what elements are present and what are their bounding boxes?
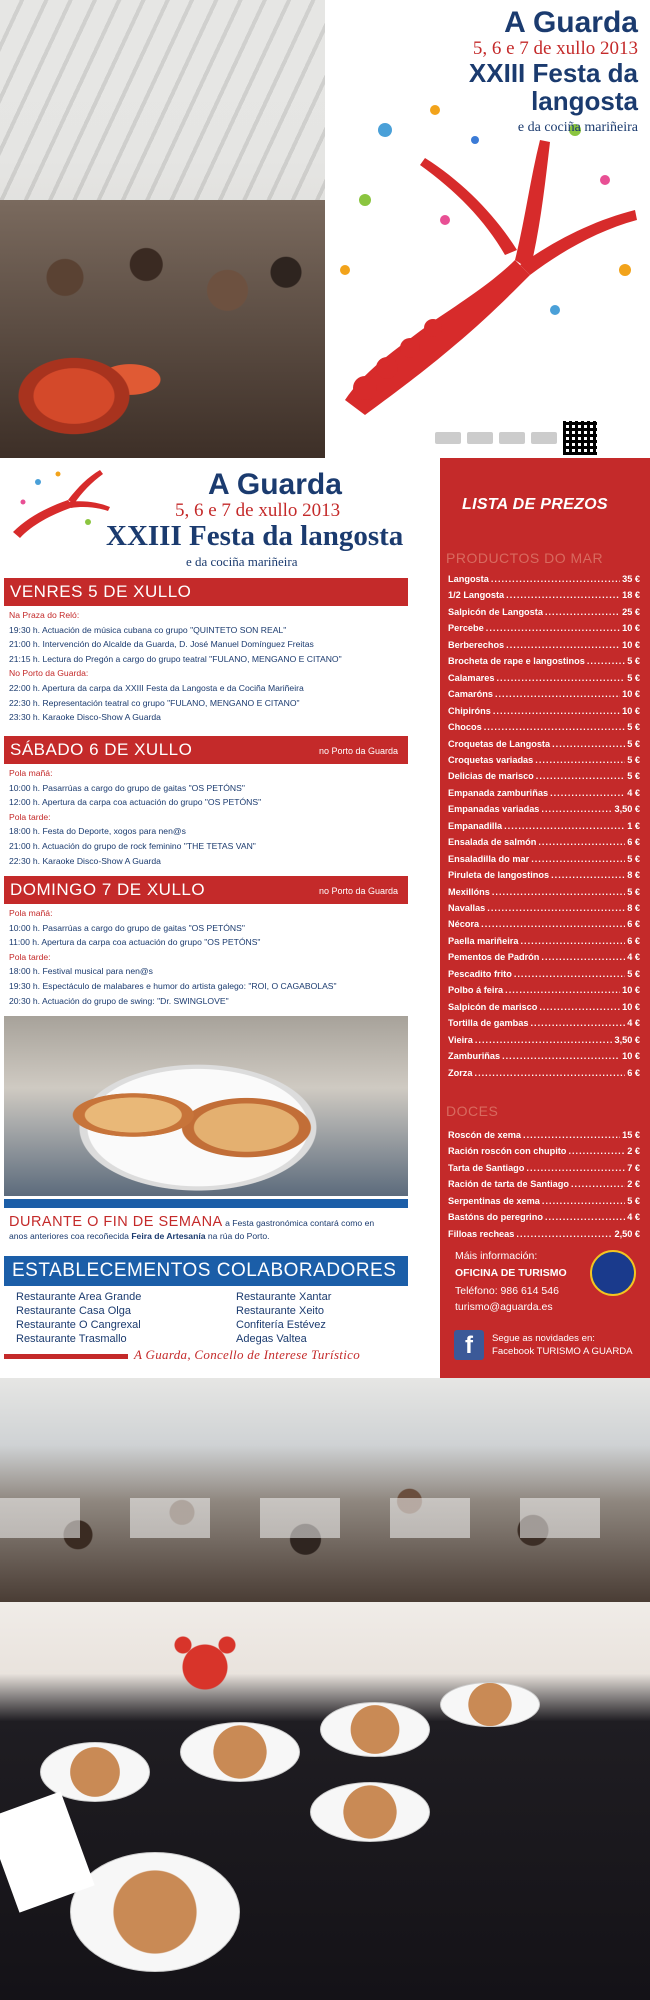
sponsor-name: Restaurante Casa Olga (16, 1305, 131, 1317)
dot-leader (571, 1179, 625, 1189)
programme-line: 22:30 h. Representación teatral co grupo "FULANO, MENGANO E CITANO" (9, 697, 300, 708)
dot-leader (493, 706, 620, 716)
price-item-name: Empanada zamburiñas (448, 787, 549, 798)
weekend-text: na rúa do Porto. (207, 1231, 270, 1241)
price-item-name: Zorza (448, 1067, 473, 1078)
day-band-friday (4, 578, 408, 606)
price-row (448, 919, 640, 929)
dot-leader (523, 1130, 620, 1140)
programme-line: 11:00 h. Apertura da carpa coa actuación do grupo "OS PETÓNS" (9, 937, 261, 948)
price-item-name: Croquetas variadas (448, 754, 534, 765)
price-item-value: 4 € (627, 787, 640, 798)
price-row (448, 574, 640, 584)
price-item-name: Pementos de Padrón (448, 952, 540, 963)
weekend-text: anos anteriores coa recoñecida (9, 1231, 129, 1241)
price-item-name: Langosta (448, 574, 489, 584)
price-item-name: Nécora (448, 919, 480, 930)
price-item-name: Mexillóns (448, 886, 490, 897)
price-row (448, 1068, 640, 1078)
price-row (448, 689, 640, 699)
price-item-value: 10 € (622, 623, 640, 634)
day-programme-sunday (9, 906, 419, 1008)
dot-leader (538, 837, 625, 847)
price-item-name: Empanadas variadas (448, 804, 540, 815)
programme-line: 18:00 h. Festa do Deporte, xogos para nen@s (9, 826, 186, 837)
price-item-value: 35 € (622, 574, 640, 584)
lobster-logo-icon (8, 462, 113, 542)
dot-leader (541, 952, 625, 962)
dot-leader (484, 722, 626, 732)
price-row (448, 854, 640, 864)
sponsor-logo (435, 432, 461, 444)
price-item-name: Navallas (448, 903, 486, 913)
dot-leader (551, 870, 625, 880)
price-item-value: 15 € (622, 1130, 640, 1140)
price-row (448, 837, 640, 847)
price-item-value: 5 € (627, 1195, 640, 1206)
weekend-title: DURANTE O FIN DE SEMANA (9, 1214, 223, 1230)
price-item-name: Serpentinas de xema (448, 1195, 540, 1206)
dot-leader (587, 656, 625, 666)
dining-tent-photo (0, 1378, 650, 1602)
tent-crowd-photo (0, 0, 325, 458)
facebook-icon: f (454, 1330, 484, 1360)
price-row (448, 1229, 640, 1239)
programme-line: Pola mañá: (9, 768, 53, 778)
dot-leader (492, 887, 625, 897)
price-item-name: Brocheta de rape e langostinos (448, 656, 585, 667)
price-item-value: 18 € (622, 590, 640, 601)
dot-leader (568, 1146, 625, 1156)
dot-leader (495, 689, 620, 699)
sponsor-name: Restaurante O Cangrexal (16, 1319, 141, 1331)
price-item-value: 5 € (627, 968, 640, 979)
price-item-name: Chocos (448, 722, 482, 733)
info-label: Máis información: (455, 1250, 538, 1262)
facebook-line: Segue as novidades en: (492, 1333, 595, 1344)
price-row (448, 1051, 640, 1061)
price-item-value: 2,50 € (614, 1228, 640, 1239)
day-title: DOMINGO 7 DE XULLO (10, 880, 206, 899)
header-subtitle: e da cociña mariñeira (186, 554, 298, 569)
dot-leader (506, 640, 620, 650)
price-item-value: 10 € (622, 1001, 640, 1012)
price-row (448, 640, 640, 650)
price-row (448, 755, 640, 765)
programme-line: 19:30 h. Actuación de música cubana co grupo "QUINTETO SON REAL" (9, 624, 287, 635)
programme-column (0, 458, 435, 1378)
dot-leader (545, 607, 620, 617)
sponsor-name: Restaurante Area Grande (16, 1291, 142, 1303)
price-item-name: Ensaladilla do mar (448, 853, 530, 864)
divider (4, 1354, 128, 1359)
dot-leader (491, 574, 620, 584)
poster-langosta: langosta (531, 86, 638, 116)
price-section-sea: PRODUCTOS DO MAR (446, 550, 604, 566)
price-section-sweets: DOCES (446, 1103, 499, 1119)
price-item-name: Polbo á feira (448, 985, 504, 996)
dot-leader (506, 590, 620, 600)
price-row (448, 804, 640, 814)
dot-leader (536, 771, 625, 781)
price-item-name: 1/2 Langosta (448, 590, 505, 601)
price-item-name: Salpicón de marisco (448, 1001, 538, 1012)
price-item-value: 4 € (627, 1018, 640, 1029)
price-item-value: 4 € (627, 1212, 640, 1223)
dot-leader (531, 854, 625, 864)
price-row (448, 1179, 640, 1189)
programme-line: 10:00 h. Pasarrúas a cargo do grupo de gaitas "OS PETÓNS" (9, 782, 245, 793)
programme-line: 22:30 h. Karaoke Disco-Show A Guarda (9, 855, 161, 866)
price-item-name: Percebe (448, 623, 484, 634)
dot-leader (545, 1212, 625, 1222)
dot-leader (502, 1051, 620, 1061)
price-item-value: 6 € (627, 837, 640, 848)
dot-leader (504, 821, 625, 831)
day-place: no Porto da Guarda (318, 746, 398, 756)
programme-line: 18:00 h. Festival musical para nen@s (9, 966, 153, 977)
price-item-value: 10 € (622, 985, 640, 996)
price-row (448, 821, 640, 831)
price-row (448, 1196, 640, 1206)
divider (4, 1199, 408, 1208)
price-row (448, 1163, 640, 1173)
price-item-value: 5 € (627, 738, 640, 749)
price-item-value: 5 € (627, 853, 640, 864)
price-row (448, 1002, 640, 1012)
programme-line: 10:00 h. Pasarrúas a cargo do grupo de gaitas "OS PETÓNS" (9, 922, 245, 933)
price-item-value: 3,50 € (614, 1034, 640, 1045)
eu-stars-logo-icon (590, 1250, 636, 1296)
dot-leader (552, 739, 625, 749)
dot-leader (505, 985, 620, 995)
programme-poster (0, 458, 650, 1378)
weekend-fair: Feira de Artesanía (131, 1231, 206, 1241)
poster-edition: XXIII Festa da (468, 58, 638, 88)
price-item-name: Pescadito frito (448, 968, 512, 979)
price-item-name: Delicias de marisco (448, 771, 534, 782)
price-row (448, 1018, 640, 1028)
sponsor-name: Restaurante Trasmallo (16, 1333, 127, 1345)
price-row (448, 607, 640, 617)
dot-leader (475, 1068, 626, 1078)
price-item-value: 5 € (627, 771, 640, 782)
sponsor-logo (499, 432, 525, 444)
price-item-value: 7 € (627, 1162, 640, 1173)
programme-line: 19:30 h. Espectáculo de malabares e humor do artista galego: "ROI, O CAGABOLAS" (9, 980, 337, 991)
dot-leader (531, 1018, 626, 1028)
price-row (448, 739, 640, 749)
price-row (448, 969, 640, 979)
price-row (448, 887, 640, 897)
sponsor-name: Adegas Valtea (236, 1333, 307, 1345)
town-tagline: A Guarda, Concello de Interese Turístico (134, 1347, 360, 1362)
dot-leader (535, 755, 625, 765)
day-programme-saturday (9, 766, 419, 868)
weekend-note (9, 1216, 419, 1243)
programme-line: 21:00 h. Intervención do Alcalde da Guarda, D. José Manuel Domínguez Freitas (9, 639, 314, 650)
dot-leader (481, 919, 625, 929)
price-item-name: Ración roscón con chupito (448, 1146, 567, 1157)
price-item-name: Paella mariñeira (448, 935, 519, 946)
price-item-value: 5 € (627, 722, 640, 733)
dot-leader (514, 969, 625, 979)
price-item-value: 6 € (627, 935, 640, 946)
price-item-value: 8 € (627, 870, 640, 881)
dot-leader (486, 623, 620, 633)
programme-line: 22:00 h. Apertura da carpa da XXIII Festa da Langosta e da Cociña Mariñeira (9, 682, 304, 693)
day-programme-friday (9, 608, 419, 725)
price-item-value: 25 € (622, 606, 640, 617)
price-item-value: 5 € (627, 754, 640, 765)
sponsors-title: ESTABLECEMENTOS COLABORADORES (4, 1256, 408, 1286)
price-row (448, 673, 640, 683)
price-item-value: 4 € (627, 952, 640, 963)
dot-leader (487, 903, 625, 913)
price-item-name: Chipiróns (448, 705, 491, 716)
price-item-value: 5 € (627, 672, 640, 683)
sponsors-col-1 (16, 1290, 141, 1346)
programme-line: 12:00 h. Apertura da carpa coa actuación do grupo "OS PETÓNS" (9, 797, 262, 808)
price-item-name: Berberechos (448, 639, 505, 650)
price-item-name: Piruleta de langostinos (448, 870, 550, 881)
price-item-value: 10 € (622, 705, 640, 716)
price-item-value: 10 € (622, 639, 640, 650)
day-band-sunday (4, 876, 408, 904)
price-item-value: 5 € (627, 886, 640, 897)
price-item-value: 5 € (627, 656, 640, 667)
price-item-name: Ensalada de salmón (448, 837, 537, 848)
price-row (448, 985, 640, 995)
price-row (448, 1035, 640, 1045)
dot-leader (550, 788, 625, 798)
sponsor-name: Restaurante Xeito (236, 1305, 325, 1317)
price-item-value: 2 € (627, 1146, 640, 1157)
price-row (448, 1130, 640, 1140)
price-row (448, 1146, 640, 1156)
sponsor-logo (531, 432, 557, 444)
price-row (448, 706, 640, 716)
sponsor-name: Confitería Estévez (236, 1319, 326, 1331)
header-town: A Guarda (208, 468, 342, 501)
price-item-value: 8 € (627, 903, 640, 913)
price-item-value: 6 € (627, 1067, 640, 1078)
dot-leader (496, 673, 625, 683)
price-row (448, 936, 640, 946)
price-item-name: Roscón de xema (448, 1130, 522, 1140)
price-item-name: Vieira (448, 1034, 473, 1045)
header-dates: 5, 6 e 7 de xullo 2013 (175, 500, 341, 521)
price-row (448, 870, 640, 880)
programme-line: 23:30 h. Karaoke Disco-Show A Guarda (9, 712, 161, 723)
day-title: SÁBADO 6 DE XULLO (10, 740, 193, 759)
info-email: turismo@aguarda.es (455, 1301, 553, 1313)
price-item-name: Filloas recheas (448, 1228, 515, 1239)
facebook-note (492, 1332, 633, 1358)
sponsor-name: Restaurante Xantar (236, 1291, 332, 1303)
header-title: XXIII Festa da langosta (106, 520, 404, 552)
info-phone: Teléfono: 986 614 546 (455, 1285, 559, 1297)
price-item-value: 2 € (627, 1179, 640, 1190)
price-row (448, 903, 640, 913)
qr-code-icon (563, 421, 597, 455)
dot-leader (542, 1196, 625, 1206)
dot-leader (516, 1229, 612, 1239)
poster-town: A Guarda (504, 6, 638, 39)
price-item-name: Croquetas de Langosta (448, 738, 551, 749)
festival-poster (325, 0, 650, 458)
price-list-title: LISTA DE PREZOS (462, 496, 608, 513)
buffet-table-photo (0, 1602, 650, 2000)
dot-leader (475, 1035, 613, 1045)
price-item-value: 10 € (622, 1051, 640, 1062)
price-item-value: 1 € (627, 820, 640, 831)
price-item-name: Tarta de Santiago (448, 1162, 525, 1173)
day-place: no Porto da Guarda (318, 886, 398, 896)
poster-footer (435, 420, 645, 456)
poster-dates: 5, 6 e 7 de xullo 2013 (472, 38, 638, 59)
sponsors-col-2 (236, 1290, 331, 1346)
poster-cocina: e da cociña mariñeira (517, 120, 638, 135)
info-office: OFICINA DE TURISMO (455, 1267, 567, 1279)
price-item-name: Zamburiñas (448, 1051, 501, 1062)
price-item-name: Ración de tarta de Santiago (448, 1179, 569, 1190)
dot-leader (541, 804, 612, 814)
programme-line: No Porto da Guarda: (9, 668, 89, 679)
programme-line: Pola tarde: (9, 811, 51, 822)
day-band-saturday (4, 736, 408, 764)
price-row (448, 590, 640, 600)
price-item-name: Camaróns (448, 689, 493, 700)
price-item-name: Bastóns do peregrino (448, 1212, 543, 1223)
price-row (448, 1212, 640, 1222)
price-row (448, 788, 640, 798)
price-row (448, 952, 640, 962)
dot-leader (539, 1002, 620, 1012)
weekend-text: a Festa gastronómica contará como en (225, 1218, 375, 1228)
price-item-value: 10 € (622, 689, 640, 700)
price-item-value: 6 € (627, 919, 640, 930)
price-item-name: Calamares (448, 672, 495, 683)
price-item-name: Empanadilla (448, 820, 503, 831)
programme-line: 21:15 h. Lectura do Pregón a cargo do grupo teatral "FULANO, MENGANO E CITANO" (9, 653, 342, 664)
programme-line: Pola tarde: (9, 951, 51, 962)
price-row (448, 623, 640, 633)
sponsor-logo (467, 432, 493, 444)
programme-line: Na Praza do Reló: (9, 610, 80, 620)
grilled-lobster-photo (4, 1016, 408, 1196)
price-item-value: 3,50 € (614, 804, 640, 815)
dot-leader (520, 936, 625, 946)
price-row (448, 771, 640, 781)
price-row (448, 656, 640, 666)
price-item-name: Tortilla de gambas (448, 1018, 529, 1029)
facebook-line: Facebook TURISMO A GUARDA (492, 1346, 633, 1357)
programme-line: 21:00 h. Actuación do grupo de rock feminino "THE TETAS VAN" (9, 840, 256, 851)
programme-line: 20:30 h. Actuación do grupo de swing: "Dr. SWINGLOVE" (9, 995, 229, 1006)
price-list-panel (440, 458, 650, 1378)
price-item-name: Salpicón de Langosta (448, 606, 543, 617)
programme-line: Pola mañá: (9, 908, 53, 918)
day-title: VENRES 5 DE XULLO (10, 582, 192, 601)
price-row (448, 722, 640, 732)
dot-leader (526, 1163, 625, 1173)
